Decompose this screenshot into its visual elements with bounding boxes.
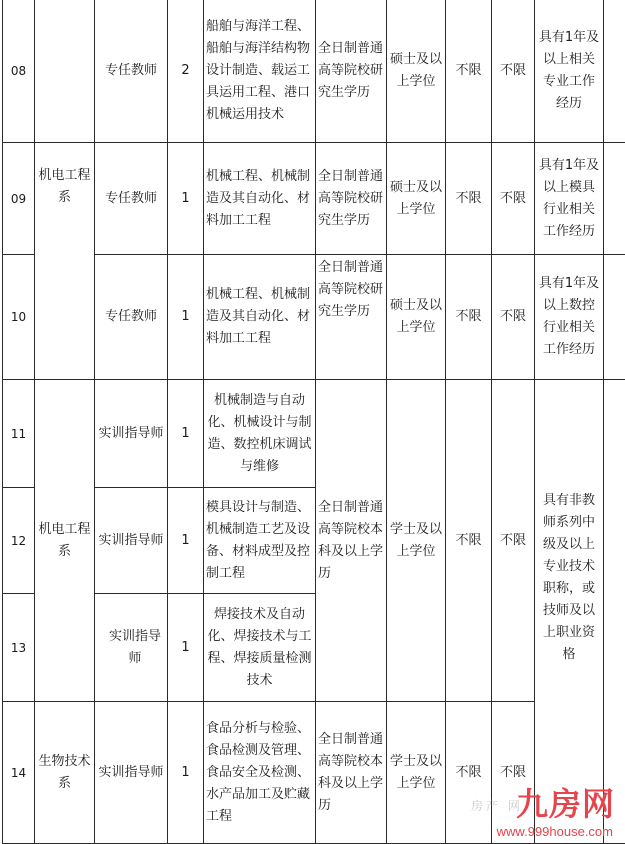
post-cell: 实训指导师 xyxy=(95,488,168,594)
education-cell: 全日制普通高等院校研究生学历 xyxy=(316,143,387,255)
major-cell: 船舶与海洋工程、船舶与海洋结构物设计制造、载运工具运用工程、港口机械运用技术 xyxy=(204,0,316,143)
age-cell: 不限 xyxy=(446,380,492,702)
post-cell: 专任教师 xyxy=(95,143,168,255)
count-cell: 1 xyxy=(168,594,204,702)
row-number: 10 xyxy=(3,255,35,380)
row-number: 11 xyxy=(3,380,35,488)
count-cell: 1 xyxy=(168,488,204,594)
major-cell: 食品分析与检验、食品检测及管理、食品安全及检测、水产品加工及贮藏工程 xyxy=(204,702,316,844)
row-number: 14 xyxy=(3,702,35,844)
post-cell: 实训指导师 xyxy=(95,702,168,844)
major-cell: 焊接技术及自动化、焊接技术与工程、焊接质量检测技术 xyxy=(204,594,316,702)
gender-cell: 不限 xyxy=(492,380,535,702)
age-cell: 不限 xyxy=(446,255,492,380)
major-cell: 模具设计与制造、机械制造工艺及设备、材料成型及控制工程 xyxy=(204,488,316,594)
degree-cell: 硕士及以上学位 xyxy=(387,255,446,380)
row-number: 12 xyxy=(3,488,35,594)
degree-cell: 硕士及以上学位 xyxy=(387,0,446,143)
education-cell: 全日制普通高等院校本科及以上学历 xyxy=(316,380,387,702)
count-cell: 1 xyxy=(168,143,204,255)
row-number: 09 xyxy=(3,143,35,255)
education-cell: 全日制普通高等院校研究生学历 xyxy=(316,255,387,380)
department-cell: 生物技术系 xyxy=(35,702,95,844)
other-requirement-cell: 具有1年及以上模具行业相关工作经历 xyxy=(535,143,604,255)
table-row xyxy=(3,0,625,143)
row-number: 08 xyxy=(3,0,35,143)
other-requirement-cell: 具有非教师系列中级及以上专业技术职称，或技师及以上职业资格 xyxy=(535,380,604,844)
table-row xyxy=(3,255,625,380)
department-cell: 机电工程系 xyxy=(35,143,95,380)
count-cell: 1 xyxy=(168,702,204,844)
table-row xyxy=(3,143,625,255)
watermark-url: www.999house.com xyxy=(497,824,613,839)
gender-cell: 不限 xyxy=(492,143,535,255)
remark-cell xyxy=(604,380,625,844)
age-cell: 不限 xyxy=(446,702,492,844)
post-cell: 专任教师 xyxy=(95,255,168,380)
age-cell: 不限 xyxy=(446,0,492,143)
remark-cell xyxy=(604,143,625,255)
age-cell: 不限 xyxy=(446,143,492,255)
degree-cell: 硕士及以上学位 xyxy=(387,143,446,255)
degree-cell: 学士及以上学位 xyxy=(387,702,446,844)
table-row xyxy=(3,380,625,488)
other-requirement-cell: 具有1年及以上数控行业相关工作经历 xyxy=(535,255,604,380)
post-cell: 专任教师 xyxy=(95,0,168,143)
watermark-faint-text: 房产 网 xyxy=(471,797,523,814)
recruitment-table xyxy=(2,0,625,844)
post-cell: 实训指导师 xyxy=(95,380,168,488)
row-number: 13 xyxy=(3,594,35,702)
gender-cell: 不限 xyxy=(492,702,535,844)
major-cell: 机械工程、机械制造及其自动化、材料加工工程 xyxy=(204,143,316,255)
post-cell: 实训指导师 xyxy=(95,594,168,702)
count-cell: 1 xyxy=(168,380,204,488)
watermark-logo: 九房网 xyxy=(516,779,615,825)
remark-cell xyxy=(604,255,625,380)
gender-cell: 不限 xyxy=(492,0,535,143)
education-cell: 全日制普通高等院校研究生学历 xyxy=(316,0,387,143)
department-cell xyxy=(35,0,95,143)
education-cell: 全日制普通高等院校本科及以上学历 xyxy=(316,702,387,844)
remark-cell xyxy=(604,0,625,143)
watermark xyxy=(469,779,619,841)
major-cell: 机械工程、机械制造及其自动化、材料加工工程 xyxy=(204,255,316,380)
degree-cell: 学士及以上学位 xyxy=(387,380,446,702)
major-cell: 机械制造与自动化、机械设计与制造、数控机床调试与维修 xyxy=(204,380,316,488)
count-cell: 2 xyxy=(168,0,204,143)
count-cell: 1 xyxy=(168,255,204,380)
department-cell: 机电工程系 xyxy=(35,380,95,702)
gender-cell: 不限 xyxy=(492,255,535,380)
other-requirement-cell: 具有1年及以上相关专业工作经历 xyxy=(535,0,604,143)
